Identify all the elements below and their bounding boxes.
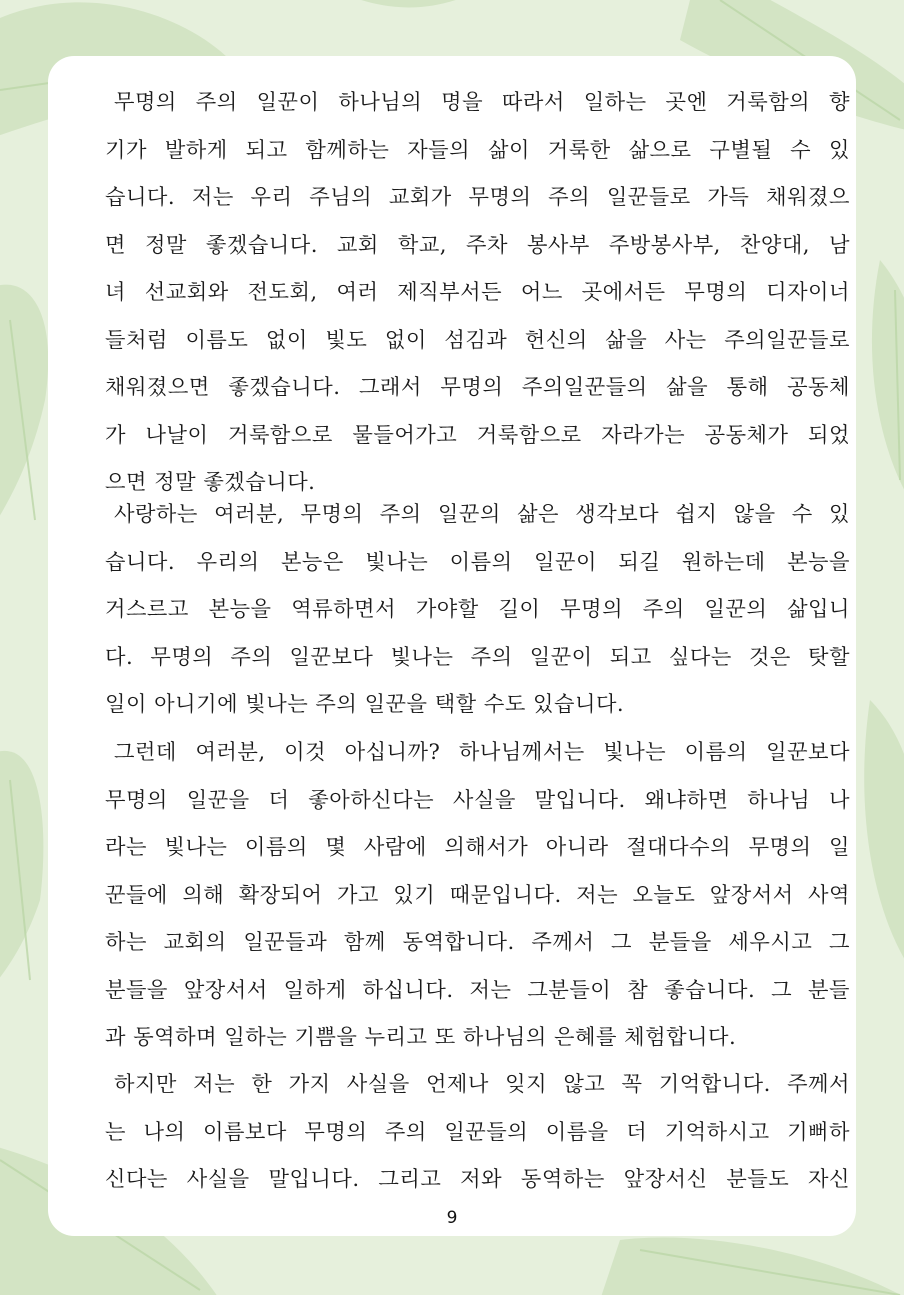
paragraph-line: 들처럼 이름도 없이 빛도 없이 섬김과 헌신의 삶을 사는 주의일꾼들로 — [105, 326, 850, 352]
paragraph-line: 그런데 여러분, 이것 아십니까? 하나님께서는 빛나는 이름의 일꾼보다 — [114, 739, 850, 764]
paragraph-line: 거스르고 본능을 역류하면서 가야할 길이 무명의 주의 일꾼의 삶입니 — [105, 596, 850, 621]
paragraph-line: 꾼들에 의해 확장되어 가고 있기 때문입니다. 저는 오늘도 앞장서서 사역 — [105, 881, 850, 907]
paragraph-line: 신다는 사실을 말입니다. 그리고 저와 동역하는 앞장서신 분들도 자신 — [105, 1166, 850, 1191]
paragraph-line: 사랑하는 여러분, 무명의 주의 일꾼의 삶은 생각보다 쉽지 않을 수 있 — [114, 501, 850, 526]
paragraph-line: 일이 아니기에 빛나는 주의 일꾼을 택할 수도 있습니다. — [105, 691, 625, 716]
paragraph-line: 과 동역하며 일하는 기쁨을 누리고 또 하나님의 은혜를 체험합니다. — [105, 1024, 737, 1049]
paragraph-line: 습니다. 우리의 본능은 빛나는 이름의 일꾼이 되길 원하는데 본능을 — [105, 548, 850, 574]
paragraph-line: 녀 선교회와 전도회, 여러 제직부서든 어느 곳에서든 무명의 디자이너 — [105, 279, 850, 304]
paragraph-line: 분들을 앞장서서 일하게 하십니다. 저는 그분들이 참 좋습니다. 그 분들 — [105, 976, 850, 1002]
paragraph-line: 다. 무명의 주의 일꾼보다 빛나는 주의 일꾼이 되고 싶다는 것은 탓할 — [105, 643, 850, 669]
paragraph-line: 무명의 주의 일꾼이 하나님의 명을 따라서 일하는 곳엔 거룩함의 향 — [114, 89, 850, 114]
paragraph-line: 하는 교회의 일꾼들과 함께 동역합니다. 주께서 그 분들을 세우시고 그 — [105, 929, 850, 954]
paragraph-2 — [105, 490, 850, 728]
paragraph-3 — [105, 728, 850, 1061]
paragraph-line: 하지만 저는 한 가지 사실을 언제나 잊지 않고 꼭 기억합니다. 주께서 — [114, 1071, 850, 1096]
paragraph-line: 채워졌으면 좋겠습니다. 그래서 무명의 주의일꾼들의 삶을 통해 공동체 — [105, 374, 850, 399]
paragraph-4 — [105, 1060, 850, 1203]
paragraph-line: 으면 정말 좋겠습니다. — [105, 469, 316, 494]
paragraph-line: 면 정말 좋겠습니다. 교회 학교, 주차 봉사부 주방봉사부, 찬양대, 남 — [105, 231, 850, 257]
paragraph-line: 습니다. 저는 우리 주님의 교회가 무명의 주의 일꾼들로 가득 채워졌으 — [105, 184, 850, 209]
paragraph-line: 라는 빛나는 이름의 몇 사람에 의해서가 아니라 절대다수의 무명의 일 — [105, 834, 850, 859]
paragraph-1 — [105, 78, 850, 506]
page-number: 9 — [446, 1208, 458, 1228]
paragraph-line: 는 나의 이름보다 무명의 주의 일꾼들의 이름을 더 기억하시고 기뻐하 — [105, 1118, 850, 1144]
paragraph-line: 기가 발하게 되고 함께하는 자들의 삶이 거룩한 삶으로 구별될 수 있 — [105, 136, 850, 162]
paragraph-line: 무명의 일꾼을 더 좋아하신다는 사실을 말입니다. 왜냐하면 하나님 나 — [105, 786, 850, 812]
paragraph-line: 가 나날이 거룩함으로 물들어가고 거룩함으로 자라가는 공동체가 되었 — [105, 421, 850, 447]
page-card — [48, 56, 856, 1236]
